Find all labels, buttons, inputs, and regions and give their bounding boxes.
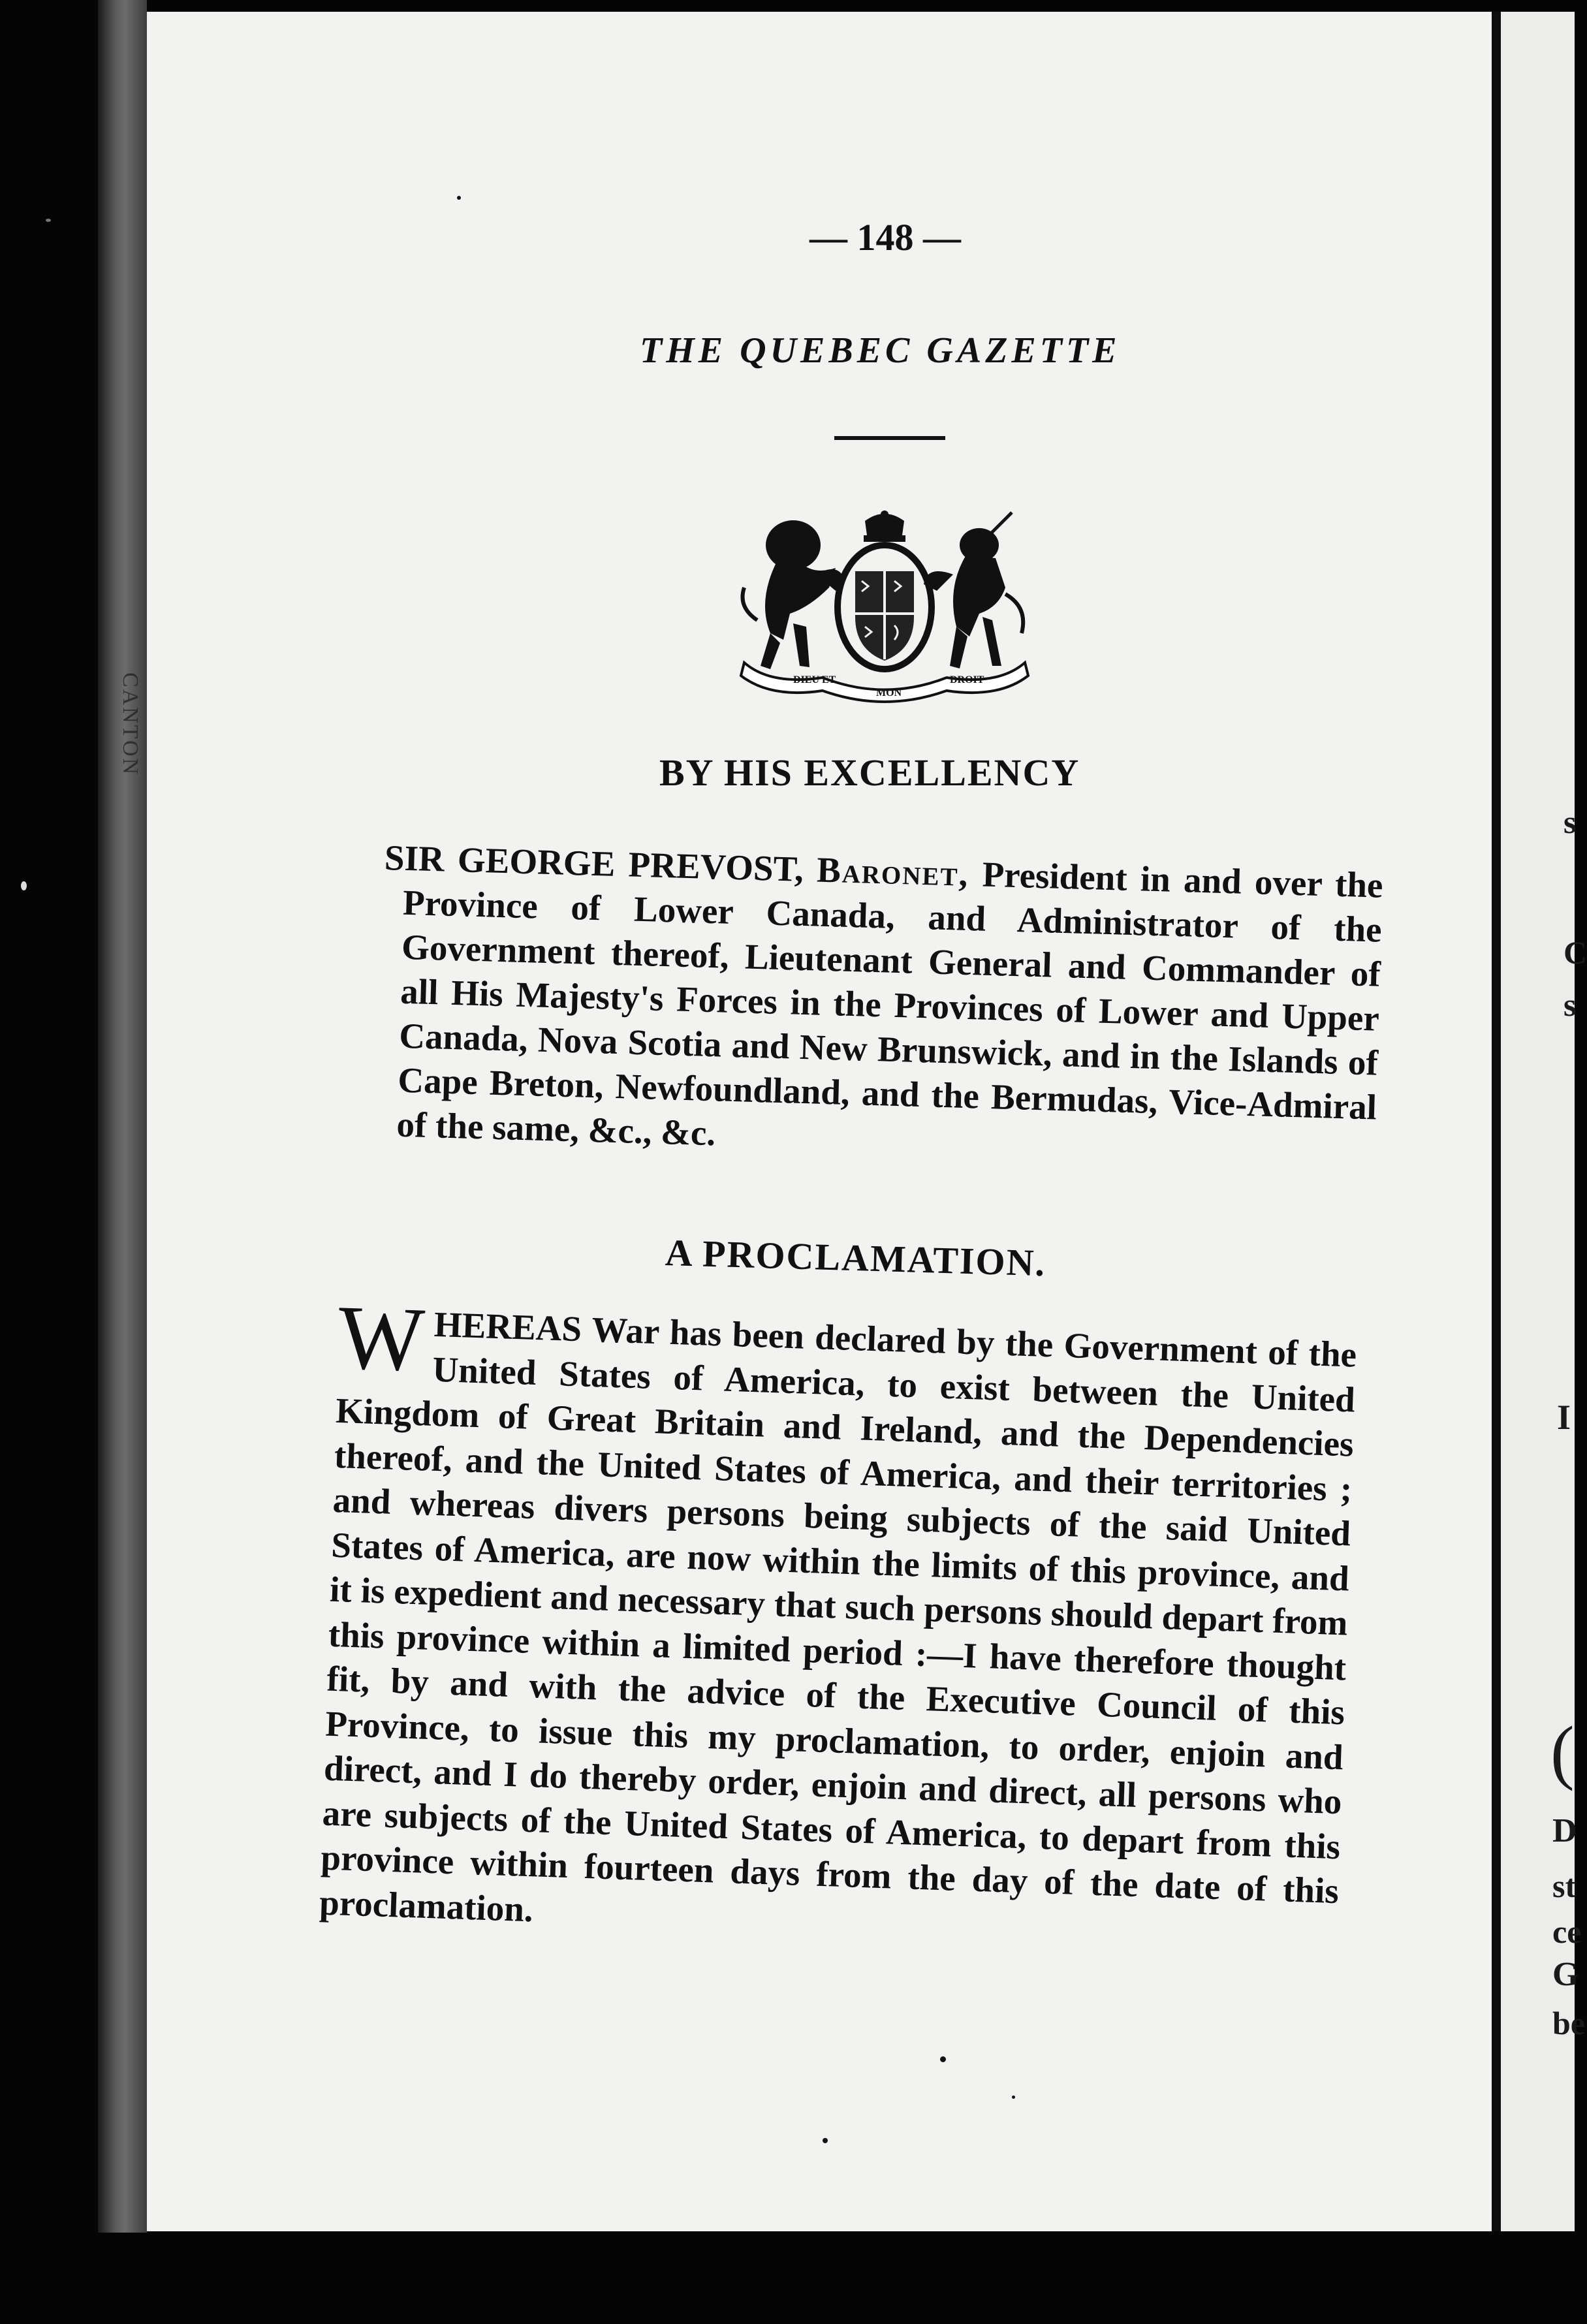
adjacent-letter: C bbox=[1563, 934, 1587, 971]
proclamation-body bbox=[319, 1287, 1358, 1958]
adjacent-letter: I bbox=[1557, 1398, 1571, 1437]
adjacent-letter: G bbox=[1552, 1956, 1579, 1993]
print-speck bbox=[823, 2138, 828, 2143]
preamble-title: Baronet, bbox=[816, 849, 970, 894]
svg-text:DROIT: DROIT bbox=[950, 674, 984, 685]
preamble-name: SIR GEORGE PREVOST, bbox=[384, 837, 804, 889]
proclamation-subheading: A PROCLAMATION. bbox=[665, 1231, 1046, 1285]
proclamation-heading: BY HIS EXCELLENCY bbox=[659, 751, 1080, 794]
adjacent-letter: D bbox=[1552, 1812, 1577, 1849]
print-speck bbox=[457, 196, 461, 200]
page-number: — 148 — bbox=[809, 216, 961, 259]
adjacent-letter: s bbox=[1563, 986, 1577, 1023]
print-speck bbox=[21, 881, 27, 890]
adjacent-letter: st bbox=[1552, 1868, 1577, 1904]
spine-text: CANTON bbox=[118, 672, 142, 777]
preamble-text: President in and over the Province of Lower Canada, and Administrator of the Government thereof, Lieutenant General and Commander of all His Majesty's Forces in the Provinces of Lower and Upper Canada, Nova Scotia and New Brunswick, and in the Islands of Cape Breton, Newfoundland, and the Bermudas, Vice-Admiral of the same, &c., &c. bbox=[396, 854, 1384, 1154]
publication-title: THE QUEBEC GAZETTE bbox=[640, 330, 1121, 371]
adjacent-letter: ( bbox=[1550, 1712, 1575, 1791]
title-rule bbox=[834, 436, 945, 440]
adjacent-letter: be bbox=[1552, 2005, 1585, 2041]
print-speck bbox=[46, 219, 51, 222]
body-text: HEREAS War has been declared by the Government of the United States of America, to exist between the United Kingdom of Great Britain and Ireland, and the Dependencies thereof, and the United States of America, and their territories ; and whereas divers persons being subjects of the said United States of America, are now within the limits of this province, and it is expedient and necessary that such persons should depart from this province within a limited period :—I have therefore thought fit, by and with the advice of the Executive Council of this Province, to issue this my proclamation, to order, enjoin and direct, and I do thereby order, enjoin and direct, all persons who are subjects of the United States of America, to depart from this province within fourteen days from the day of the date of this proclamation. bbox=[319, 1304, 1358, 1929]
print-speck bbox=[1012, 2096, 1015, 2099]
book-binding bbox=[98, 0, 147, 2233]
royal-coat-of-arms-icon bbox=[731, 509, 1038, 699]
page-gutter bbox=[1492, 12, 1501, 2231]
svg-text:DIEU ET: DIEU ET bbox=[793, 674, 836, 685]
drop-cap: W bbox=[336, 1287, 426, 1391]
adjacent-letter: s bbox=[1563, 804, 1577, 840]
print-speck bbox=[940, 2056, 946, 2062]
svg-text:MON: MON bbox=[876, 687, 902, 699]
proclamation-preamble bbox=[377, 836, 1384, 1174]
adjacent-letter: ce bbox=[1552, 1913, 1582, 1950]
